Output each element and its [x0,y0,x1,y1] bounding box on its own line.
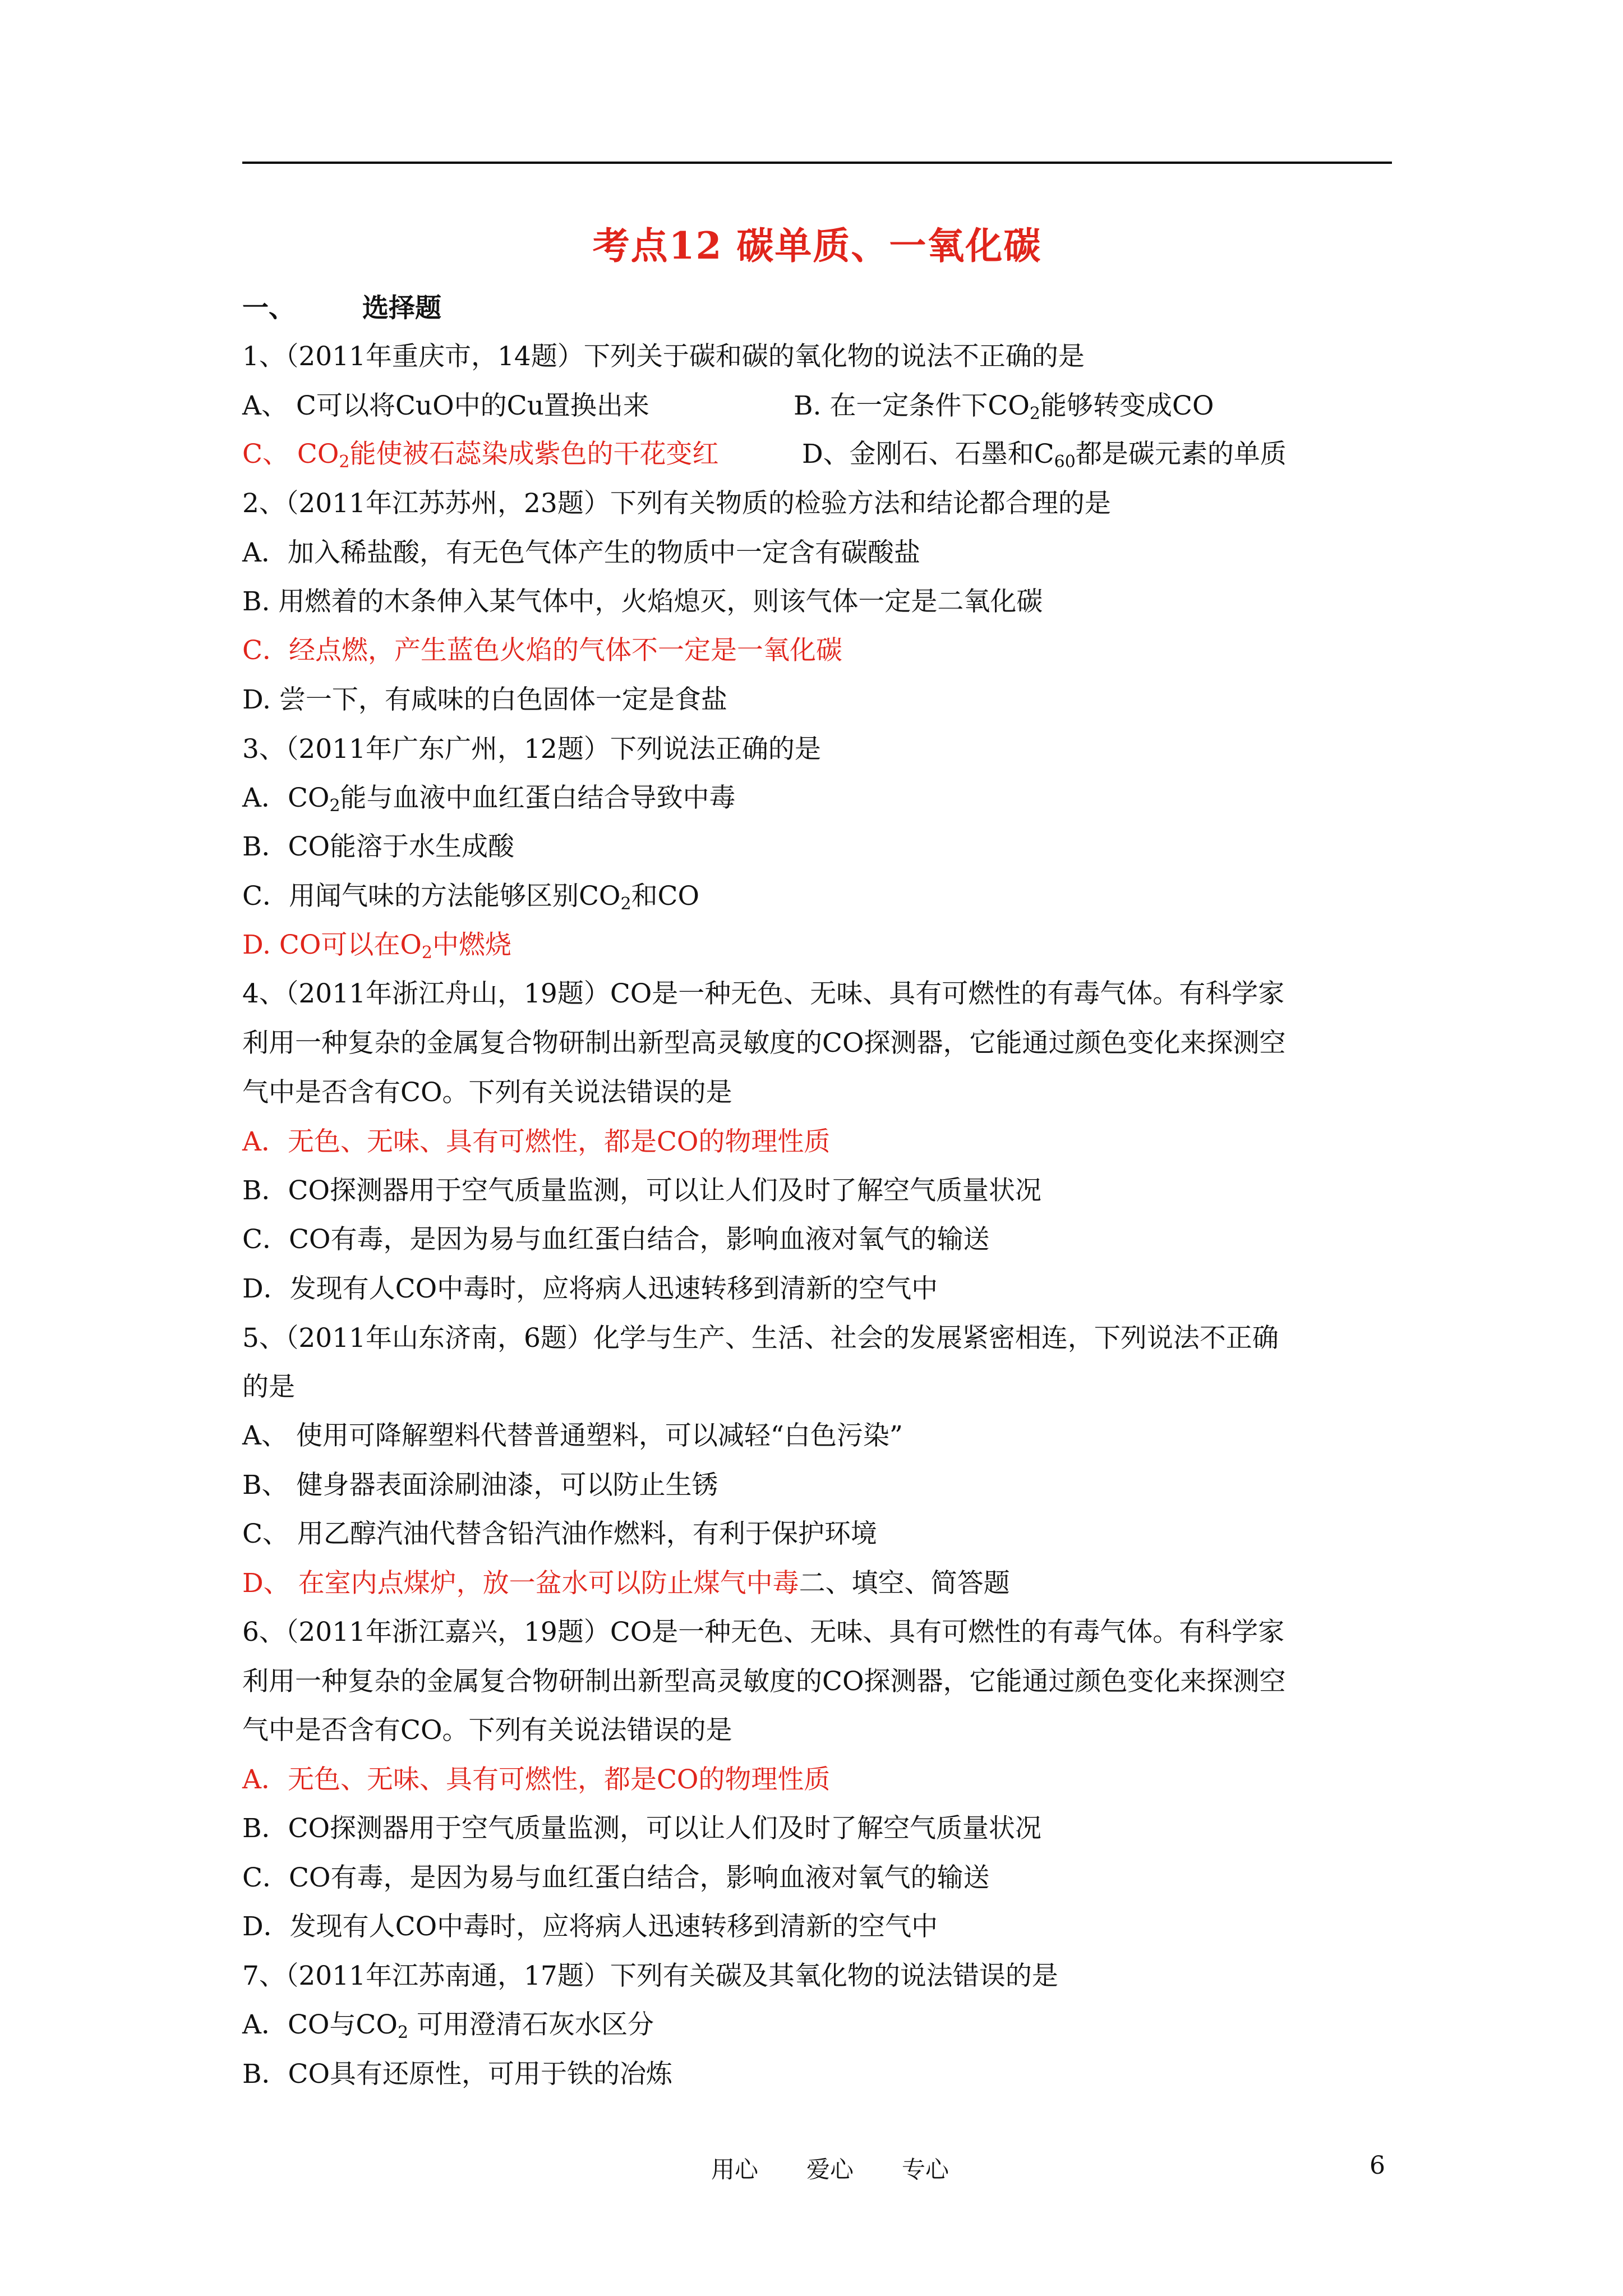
q3-option-b: B．CO能溶于水生成酸 [242,831,515,862]
q7-stem: 7、（2011年江苏南通，17题）下列有关碳及其氧化物的说法错误的是 [242,1961,1058,1991]
q1-option-d: D、金刚石、石墨和$C_{60}$都是碳元素的单质 [802,439,1287,472]
q5-option-a: A、 使用可降解塑料代替普通塑料，可以减轻“白色污染” [242,1420,903,1451]
q6-option-c: C．CO有毒，是因为易与血红蛋白结合，影响血液对氧气的输送 [242,1862,990,1893]
q3-stem: 3、（2011年广东广州，12题）下列说法正确的是 [242,734,821,765]
page-title: 考点12 碳单质、一氧化碳 [592,224,1042,268]
q6-option-d: D．发现有人CO中毒时，应将病人迅速转移到清新的空气中 [242,1911,938,1942]
footer-motto-2: 爱心 [806,2156,854,2183]
q5-stem-line1: 5、（2011年山东济南，6题）化学与生产、生活、社会的发展紧密相连，下列说法不正确 [242,1323,1279,1354]
q5-option-d-answer: D、 在室内点煤炉，放一盆水可以防止煤气中毒 [242,1568,799,1599]
q4-option-a-answer: A．无色、无味、具有可燃性，都是CO的物理性质 [242,1126,831,1157]
section-heading-choice [242,292,441,325]
q1-stem: 1、（2011年重庆市，14题）下列关于碳和碳的氧化物的说法不正确的是 [242,341,1085,372]
header-rule [242,162,1392,164]
q1-option-b: B. 在一定条件下$CO_2$能够转变成CO [794,390,1214,424]
q5-option-d-line [242,1567,1010,1600]
q7-option-b: B．CO具有还原性，可用于铁的冶炼 [242,2059,673,2090]
q5-stem-line2: 的是 [242,1372,295,1402]
q3-option-a: A．$CO_2$能与血液中血红蛋白结合导致中毒 [242,783,736,816]
footer-motto-3: 专心 [902,2156,949,2183]
q2-option-a: A．加入稀盐酸，有无色气体产生的物质中一定含有碳酸盐 [242,537,920,568]
q4-option-b: B．CO探测器用于空气质量监测，可以让人们及时了解空气质量状况 [242,1175,1042,1206]
q2-stem: 2、（2011年江苏苏州，23题）下列有关物质的检验方法和结论都合理的是 [242,488,1111,519]
q3-option-c: C．用闻气味的方法能够区别$CO_2$和CO [242,881,700,914]
footer-motto-1: 用心 [711,2156,759,2183]
q4-stem-line1: 4、（2011年浙江舟山，19题）CO是一种无色、无味、具有可燃性的有毒气体。有科学家 [242,978,1285,1009]
q3-option-d-answer: D. CO可以在$O_2$中燃烧 [242,930,512,963]
q4-stem-line2: 利用一种复杂的金属复合物研制出新型高灵敏度的CO探测器，它能通过颜色变化来探测空 [242,1028,1286,1059]
q2-option-d: D. 尝一下，有咸味的白色固体一定是食盐 [242,684,727,715]
q2-option-b: B. 用燃着的木条伸入某气体中，火焰熄灭，则该气体一定是二氧化碳 [242,586,1043,617]
section-label: 选择题 [362,293,441,324]
q5-option-c: C、 用乙醇汽油代替含铅汽油作燃料，有利于保护环境 [242,1519,877,1549]
q6-stem-line2: 利用一种复杂的金属复合物研制出新型高灵敏度的CO探测器，它能通过颜色变化来探测空 [242,1666,1286,1697]
page-number: 6 [1370,2151,1385,2180]
section-number: 一、 [242,293,295,324]
q6-option-b: B．CO探测器用于空气质量监测，可以让人们及时了解空气质量状况 [242,1813,1042,1844]
q5-option-b: B、 健身器表面涂刷油漆，可以防止生锈 [242,1470,718,1501]
q1-option-c-answer: C、 $CO_2$能使被石蕊染成紫色的干花变红 [242,439,719,472]
q4-stem-line3: 气中是否含有CO。下列有关说法错误的是 [242,1077,732,1108]
q4-option-c: C．CO有毒，是因为易与血红蛋白结合，影响血液对氧气的输送 [242,1224,990,1255]
q7-option-a: A．CO与$CO_2$ 可用澄清石灰水区分 [242,2009,654,2042]
q2-option-c-answer: C．经点燃，产生蓝色火焰的气体不一定是一氧化碳 [242,635,842,666]
q6-stem-line1: 6、（2011年浙江嘉兴，19题）CO是一种无色、无味、具有可燃性的有毒气体。有科学家 [242,1617,1285,1648]
q4-option-d: D．发现有人CO中毒时，应将病人迅速转移到清新的空气中 [242,1273,938,1304]
q6-option-a-answer: A．无色、无味、具有可燃性，都是CO的物理性质 [242,1764,831,1795]
q6-stem-line3: 气中是否含有CO。下列有关说法错误的是 [242,1715,732,1746]
q1-option-a: A、 C可以将CuO中的Cu置换出来 [242,390,649,421]
section-heading-fill: 二、填空、简答题 [799,1568,1010,1599]
